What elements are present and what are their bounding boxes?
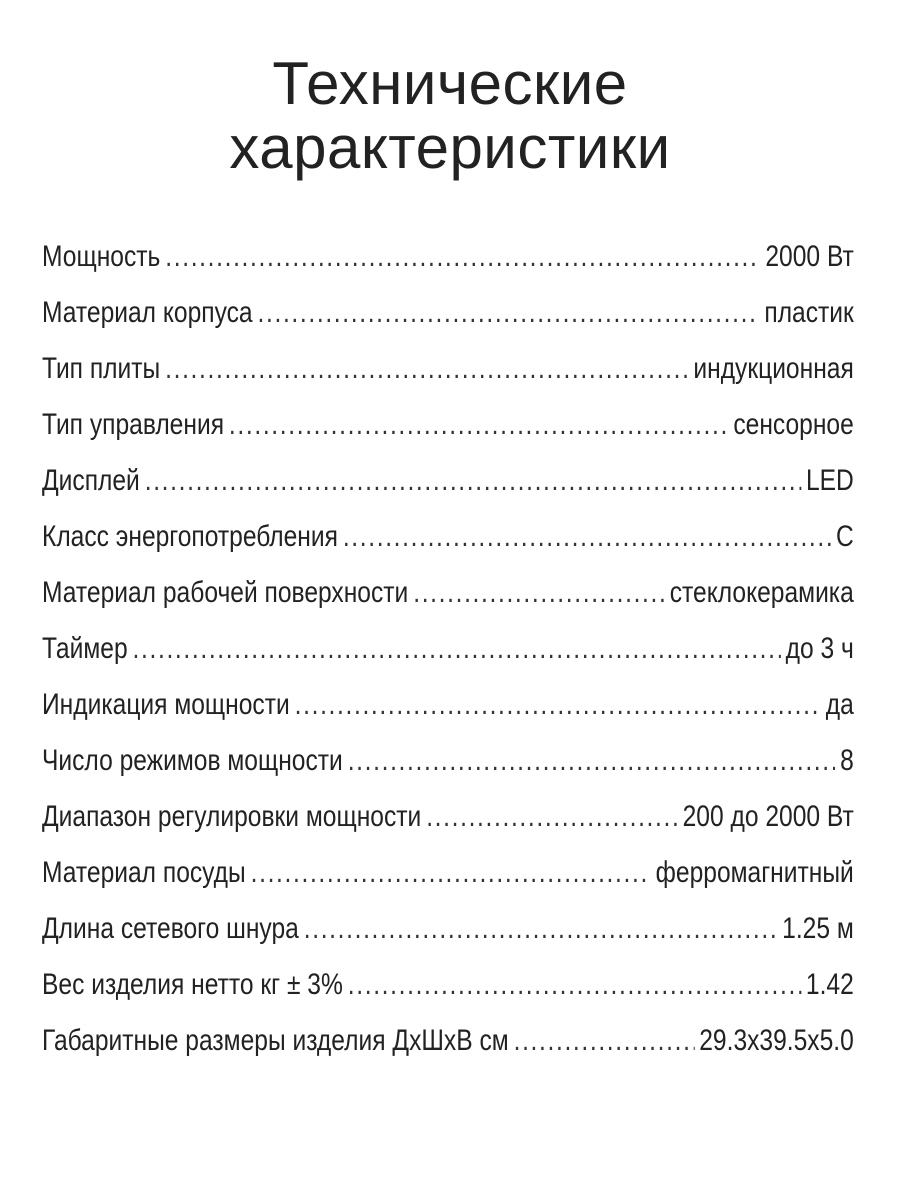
spec-row: [42, 961, 854, 1017]
dot-leader: [348, 961, 801, 1009]
spec-row: [42, 793, 854, 849]
spec-label: Таймер: [42, 632, 128, 665]
specs-list: [42, 233, 854, 1073]
spec-label: Диапазон регулировки мощности: [42, 800, 422, 833]
spec-value: 200 до 2000 Вт: [682, 800, 854, 833]
page-title: [0, 52, 900, 180]
spec-label: Материал рабочей поверхности: [42, 576, 409, 609]
dot-leader: [304, 905, 777, 953]
spec-row: [42, 905, 854, 961]
spec-row: [42, 849, 854, 905]
dot-leader: [251, 849, 651, 897]
dot-leader: [165, 345, 688, 393]
spec-row: [42, 625, 854, 681]
dot-leader: [165, 233, 760, 281]
spec-row: [42, 345, 854, 401]
title-line-2: характеристики: [229, 114, 671, 181]
spec-value: C: [836, 520, 854, 553]
spec-value: до 3 ч: [785, 632, 854, 665]
spec-value: LED: [805, 464, 854, 497]
spec-label: Длина сетевого шнура: [42, 912, 299, 945]
spec-label: Дисплей: [42, 464, 140, 497]
spec-label: Тип плиты: [42, 352, 161, 385]
spec-value: 8: [840, 744, 854, 777]
spec-value: 1.42: [805, 968, 854, 1001]
title-line-1: Технические: [272, 50, 628, 117]
spec-label: Мощность: [42, 240, 161, 273]
spec-value: 2000 Вт: [765, 240, 854, 273]
spec-value: 29.3x39.5x5.0: [699, 1024, 854, 1057]
spec-value: сенсорное: [733, 408, 854, 441]
spec-row: [42, 681, 854, 737]
spec-value: да: [825, 688, 854, 721]
spec-value: пластик: [764, 296, 854, 329]
dot-leader: [258, 289, 760, 337]
spec-row: [42, 513, 854, 569]
spec-row: [42, 289, 854, 345]
spec-label: Материал посуды: [42, 856, 246, 889]
spec-value: 1.25 м: [782, 912, 854, 945]
spec-value: индукционная: [693, 352, 854, 385]
dot-leader: [133, 625, 781, 673]
spec-label: Материал корпуса: [42, 296, 253, 329]
dot-leader: [348, 737, 836, 785]
spec-row: [42, 1017, 854, 1073]
spec-label: Вес изделия нетто кг ± 3%: [42, 968, 343, 1001]
dot-leader: [413, 569, 665, 617]
spec-label: Число режимов мощности: [42, 744, 343, 777]
dot-leader: [295, 681, 821, 729]
spec-row: [42, 569, 854, 625]
dot-leader: [426, 793, 677, 841]
spec-label: Тип управления: [42, 408, 225, 441]
dot-leader: [145, 457, 801, 505]
dot-leader: [229, 401, 728, 449]
dot-leader: [514, 1017, 695, 1065]
spec-label: Класс энергопотребления: [42, 520, 338, 553]
spec-row: [42, 233, 854, 289]
spec-label: Габаритные размеры изделия ДхШхВ см: [42, 1024, 509, 1057]
spec-row: [42, 401, 854, 457]
dot-leader: [343, 513, 831, 561]
spec-value: стеклокерамика: [669, 576, 854, 609]
spec-row: [42, 737, 854, 793]
spec-value: ферромагнитный: [655, 856, 854, 889]
spec-row: [42, 457, 854, 513]
spec-label: Индикация мощности: [42, 688, 290, 721]
